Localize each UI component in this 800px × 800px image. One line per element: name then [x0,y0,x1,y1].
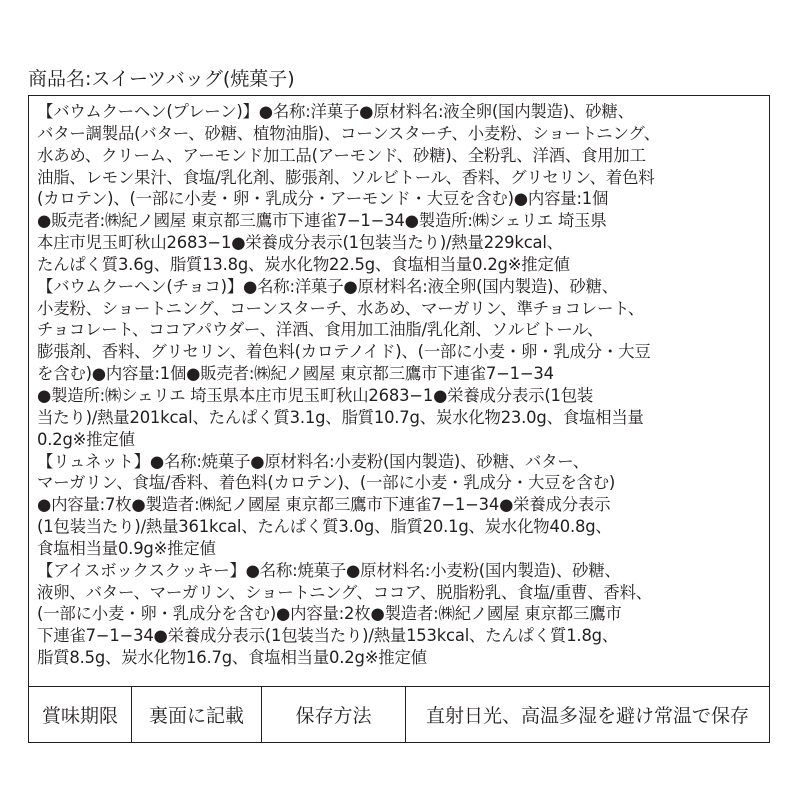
ingredient-line: 0.2g※推定値 [37,429,135,449]
product-name: 商品名:スイーツバッグ(焼菓子) [28,68,295,90]
ingredient-line: 【バウムクーヘン(プレーン)】●名称:洋菓子●原材料名:液全卵(国内製造)、砂糖、 [37,102,634,121]
ingredient-line: 当たり)/熱量201kcal、たんぱく質3.1g、脂質10.7g、炭水化物23.0g、食塩相当量 [37,407,644,427]
ingredient-line: 膨張剤、香料、グリセリン、着色料(カロテノイド)、(一部に小麦・卵・乳成分・大豆 [37,342,651,362]
ingredient-line: 油脂、レモン果汁、食塩/乳化剤、膨張剤、ソルビトール、香料、グリセリン、着色料 [37,167,655,187]
ingredient-line: たんぱく質3.6g、脂質13.8g、炭水化物22.5g、食塩相当量0.2g※推定値 [37,254,570,274]
ingredient-line: ●製造所:㈱シェリエ 埼玉県本庄市児玉町秋山2683−1●栄養成分表示(1包装 [37,385,594,405]
ingredient-line: 【アイスボックスクッキー】●名称:焼菓子●原材料名:小麦粉(国内製造)、砂糖、 [37,560,621,580]
storage-value: 直射日光、高温多湿を避け常温で保存 [425,705,749,727]
ingredient-line: (一部に小麦・卵・乳成分を含む)●内容量:2枚●製造者:㈱紀ノ國屋 東京都三鷹市 [37,604,622,624]
ingredient-line: 水あめ、クリーム、アーモンド加工品(アーモンド、砂糖)、全粉乳、洋酒、食用加工 [37,145,646,165]
ingredient-line: (1包装当たり)/熱量361kcal、たんぱく質3.0g、脂質20.1g、炭水化物40.8g、 [37,517,612,537]
ingredient-line: 下連雀7−1−34●栄養成分表示(1包装当たり)/熱量153kcal、たんぱく質1.8g、 [37,626,619,646]
ingredient-line: 本庄市児玉町秋山2683−1●栄養成分表示(1包装当たり)/熱量229kcal、 [37,233,563,253]
expiry-value: 裏面に記載 [132,687,262,742]
ingredient-line: 小麦粉、ショートニング、コーンスターチ、水あめ、マーガリン、準チョコレート、 [37,298,645,318]
ingredients-text [37,101,765,669]
ingredient-line: 【リュネット】●名称:焼菓子●原材料名:小麦粉(国内製造)、砂糖、バター、 [37,451,589,471]
ingredient-line: ●販売者:㈱紀ノ國屋 東京都三鷹市下連雀7−1−34●製造所:㈱シェリエ 埼玉県 [37,211,607,231]
ingredient-line: チョコレート、ココアパウダー、洋酒、食用加工油脂/乳化剤、ソルビトール、 [37,320,604,340]
ingredient-line: 食塩相当量0.9g※推定値 [37,538,216,558]
ingredients-box [28,95,770,687]
ingredient-line: 脂質8.5g、炭水化物16.7g、食塩相当量0.2g※推定値 [37,648,427,668]
ingredient-line: ●内容量:7枚●製造者:㈱紀ノ國屋 東京都三鷹市下連雀7−1−34●栄養成分表示 [37,495,611,515]
expiry-label: 賞味期限 [29,687,132,742]
ingredient-line: (カロテン)、(一部に小麦・卵・乳成分・アーモンド・大豆を含む)●内容量:1個 [37,189,609,209]
ingredient-line: 【バウムクーヘン(チョコ)】●名称:洋菓子●原材料名:液全卵(国内製造)、砂糖、 [37,276,619,296]
ingredient-line: を含む)●内容量:1個●販売者:㈱紀ノ國屋 東京都三鷹市下連雀7−1−34 [37,364,554,384]
ingredient-line: バター調製品(バター、砂糖、植物油脂)、コーンスターチ、小麦粉、ショートニング、 [37,123,661,143]
storage-label: 保存方法 [262,687,406,742]
ingredient-line: 液卵、バター、マーガリン、ショートニング、ココア、脱脂粉乳、食塩/重曹、香料、 [37,582,652,602]
storage-table [28,686,770,743]
ingredient-line: マーガリン、食塩/香料、着色料(カロテン)、(一部に小麦・乳成分・大豆を含む) [37,473,616,493]
